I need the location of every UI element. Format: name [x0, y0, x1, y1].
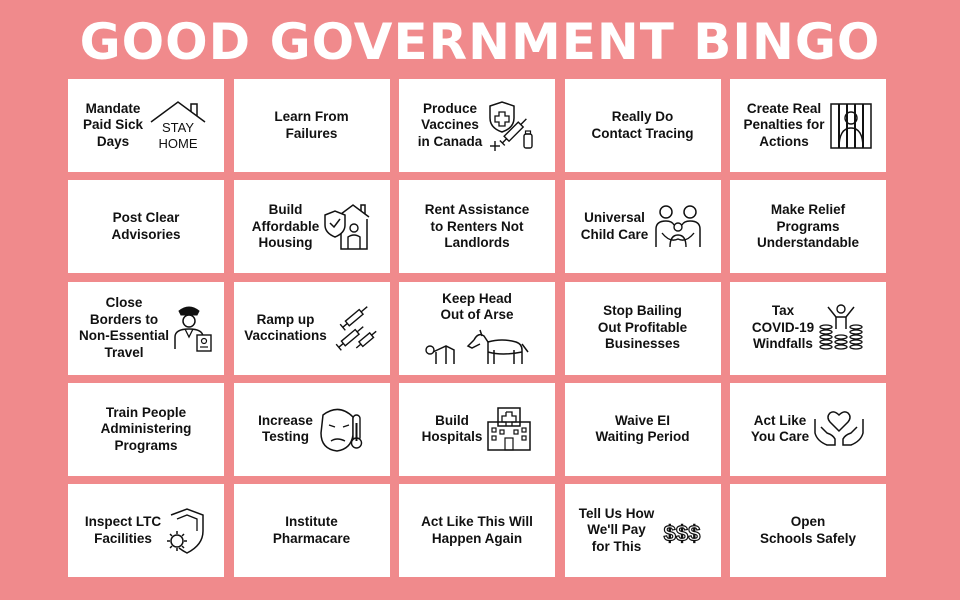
bingo-cell-inspect-ltc[interactable] [68, 484, 224, 577]
money-stacks-icon [818, 303, 864, 353]
cell-label: Tell Us How We'll Pay for This [578, 505, 655, 554]
bingo-cell-open-schools-safely[interactable] [730, 484, 886, 577]
svg-text:HOME: HOME [158, 135, 198, 151]
cell-label: Keep Head Out of Arse [440, 290, 514, 322]
bingo-cell-tell-us-how-well-pay[interactable] [565, 484, 721, 577]
family-icon [652, 203, 704, 251]
bingo-cell-waive-ei[interactable] [565, 383, 721, 476]
vaccine-shield-icon [486, 100, 536, 152]
cell-label: Waive EI Waiting Period [595, 412, 690, 445]
cell-label: Act Like You Care [750, 412, 810, 445]
bingo-cell-post-clear-advisories[interactable] [68, 180, 224, 273]
page-title: GOOD GOVERNMENT BINGO [79, 13, 881, 71]
bingo-grid [68, 79, 886, 577]
bingo-cell-really-do-contact-tracing[interactable] [565, 79, 721, 172]
svg-text:$$$: $$$ [663, 520, 701, 546]
cell-label: Inspect LTC Facilities [84, 514, 162, 546]
bingo-cell-close-borders[interactable] [68, 282, 224, 375]
cell-label: Build Hospitals [421, 412, 483, 445]
cell-label: Post Clear Advisories [111, 210, 181, 242]
cell-label: Increase Testing [258, 412, 313, 445]
cell-label: Close Borders to Non-Essential Travel [78, 295, 170, 360]
border-officer-icon [173, 303, 213, 353]
cell-label: Mandate Paid Sick Days [82, 100, 144, 149]
cell-label: Tax COVID-19 Windfalls [751, 303, 815, 352]
bingo-cell-keep-head-out[interactable] [399, 282, 555, 375]
cell-label: Universal Child Care [580, 210, 649, 242]
bingo-cell-create-real-penalties[interactable] [730, 79, 886, 172]
cell-label: Produce Vaccines in Canada [417, 100, 483, 149]
jail-icon [829, 102, 873, 150]
bingo-cell-tax-covid-windfalls[interactable] [730, 282, 886, 375]
cell-label: Train People Administering Programs [100, 404, 192, 453]
bingo-cell-increase-testing[interactable] [234, 383, 390, 476]
bingo-cell-make-relief-programs[interactable] [730, 180, 886, 273]
cell-label: Stop Bailing Out Profitable Businesses [597, 303, 688, 352]
dollar-signs-icon [658, 511, 706, 551]
shield-virus-icon [165, 507, 207, 555]
bingo-cell-produce-vaccines-in-canada[interactable] [399, 79, 555, 172]
bingo-cell-rent-assistance[interactable] [399, 180, 555, 273]
bingo-cell-universal-child-care[interactable] [565, 180, 721, 273]
bingo-cell-act-like-you-care[interactable] [730, 383, 886, 476]
cell-label: Institute Pharmacare [272, 514, 351, 546]
bingo-cell-learn-from-failures[interactable] [234, 79, 390, 172]
bingo-cell-institute-pharmacare[interactable] [234, 484, 390, 577]
hospital-icon [486, 406, 532, 452]
svg-text:STAY: STAY [162, 119, 195, 135]
bingo-cell-build-affordable-housing[interactable] [234, 180, 390, 273]
cell-label: Learn From Failures [274, 109, 349, 141]
cell-label: Act Like This Will Happen Again [421, 514, 533, 546]
cell-label: Ramp up Vaccinations [244, 311, 327, 343]
bingo-cell-build-hospitals[interactable] [399, 383, 555, 476]
sick-face-thermometer-icon [317, 405, 365, 453]
bingo-cell-train-people[interactable] [68, 383, 224, 476]
cell-label: Build Affordable Housing [251, 202, 320, 250]
cell-label: Rent Assistance to Renters Not Landlords [424, 202, 530, 250]
stay-home-icon [147, 98, 209, 154]
cell-label: Create Real Penalties for Actions [743, 100, 825, 149]
bingo-cell-stop-bailing-out[interactable] [565, 282, 721, 375]
cell-label: Open Schools Safely [759, 514, 857, 546]
hands-heart-icon [813, 409, 865, 449]
person-and-donkey-icon [422, 326, 532, 366]
bingo-cell-mandate-paid-sick-days[interactable] [68, 79, 224, 172]
cell-label: Make Relief Programs Understandable [756, 202, 860, 250]
bingo-cell-act-like-this-will-happen-again[interactable] [399, 484, 555, 577]
bingo-cell-ramp-up-vaccinations[interactable] [234, 282, 390, 375]
cell-label: Really Do Contact Tracing [591, 109, 694, 141]
house-shield-icon [323, 201, 371, 253]
syringes-icon [331, 303, 379, 353]
